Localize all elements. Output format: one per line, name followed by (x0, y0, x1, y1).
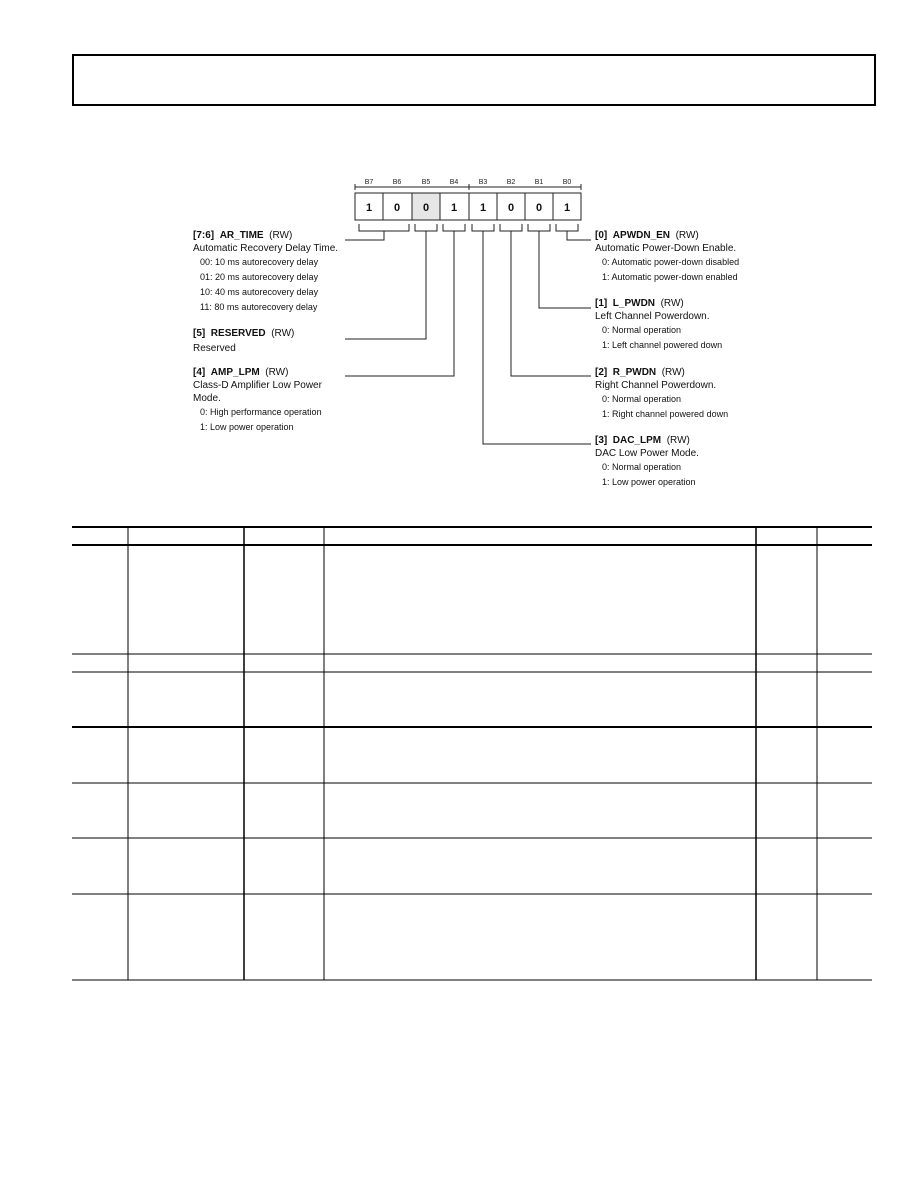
field-option: 00: 10 ms autorecovery delay (200, 257, 319, 267)
field-option: 1: Automatic power-down enabled (602, 272, 738, 282)
field-bits: [2] (595, 367, 608, 378)
field-name: AMP_LPM (210, 367, 260, 378)
field-bits: [1] (595, 298, 608, 309)
field-description: Automatic Recovery Delay Time. (193, 243, 339, 254)
field-name: R_PWDN (612, 367, 657, 378)
field-access: (RW) (660, 298, 684, 309)
bit-value: 1 (450, 202, 458, 214)
field-description: Automatic Power-Down Enable. (595, 243, 737, 254)
bit-value: 1 (365, 202, 373, 214)
field-bits: [5] (193, 328, 206, 339)
field-bits: [3] (595, 435, 608, 446)
bit-header: B2 (506, 179, 516, 186)
bit-value: 0 (393, 202, 401, 214)
field-option: 0: Normal operation (602, 325, 682, 335)
field-description: Class-D Amplifier Low Power (193, 380, 322, 391)
bit-header: B6 (392, 179, 402, 186)
field-description: Right Channel Powerdown. (595, 380, 717, 391)
field-bits: [7:6] (193, 230, 215, 241)
field-option: 0: Normal operation (602, 394, 682, 404)
field-access: (RW) (265, 367, 289, 378)
field-option: 0: Normal operation (602, 462, 682, 472)
field-option: 01: 20 ms autorecovery delay (200, 272, 319, 282)
field-option: 11: 80 ms autorecovery delay (200, 302, 318, 312)
field-name: APWDN_EN (612, 230, 671, 241)
bit-value: 0 (422, 202, 430, 214)
field-access: (RW) (661, 367, 685, 378)
bit-header: B0 (562, 179, 572, 186)
field-name: AR_TIME (219, 230, 264, 241)
bit-header: B4 (449, 179, 459, 186)
field-option: 0: High performance operation (200, 407, 322, 417)
field-description: DAC Low Power Mode. (595, 448, 699, 459)
field-description: Mode. (193, 393, 221, 404)
field-option: 0: Automatic power-down disabled (602, 257, 740, 267)
field-access: (RW) (675, 230, 699, 241)
bit-value: 1 (479, 202, 487, 214)
field-option: 1: Low power operation (602, 477, 696, 487)
field-access: (RW) (666, 435, 690, 446)
field-option: 1: Left channel powered down (602, 340, 723, 350)
field-option: 1: Right channel powered down (602, 409, 729, 419)
field-name: RESERVED (210, 328, 266, 339)
field-name: L_PWDN (612, 298, 656, 309)
field-option: 1: Low power operation (200, 422, 294, 432)
field-option: 10: 40 ms autorecovery delay (200, 287, 319, 297)
bit-value: 0 (535, 202, 543, 214)
field-access: (RW) (271, 328, 295, 339)
field-bits: [0] (595, 230, 608, 241)
bit-header: B5 (421, 179, 431, 186)
bit-header: B1 (534, 179, 544, 186)
bit-value: 0 (507, 202, 515, 214)
field-name: DAC_LPM (612, 435, 662, 446)
bit-header: B3 (478, 179, 488, 186)
field-access: (RW) (269, 230, 293, 241)
field-description: Reserved (193, 343, 236, 354)
field-description: Left Channel Powerdown. (595, 311, 710, 322)
bit-header: B7 (364, 179, 374, 186)
bit-value: 1 (563, 202, 571, 214)
field-bits: [4] (193, 367, 206, 378)
